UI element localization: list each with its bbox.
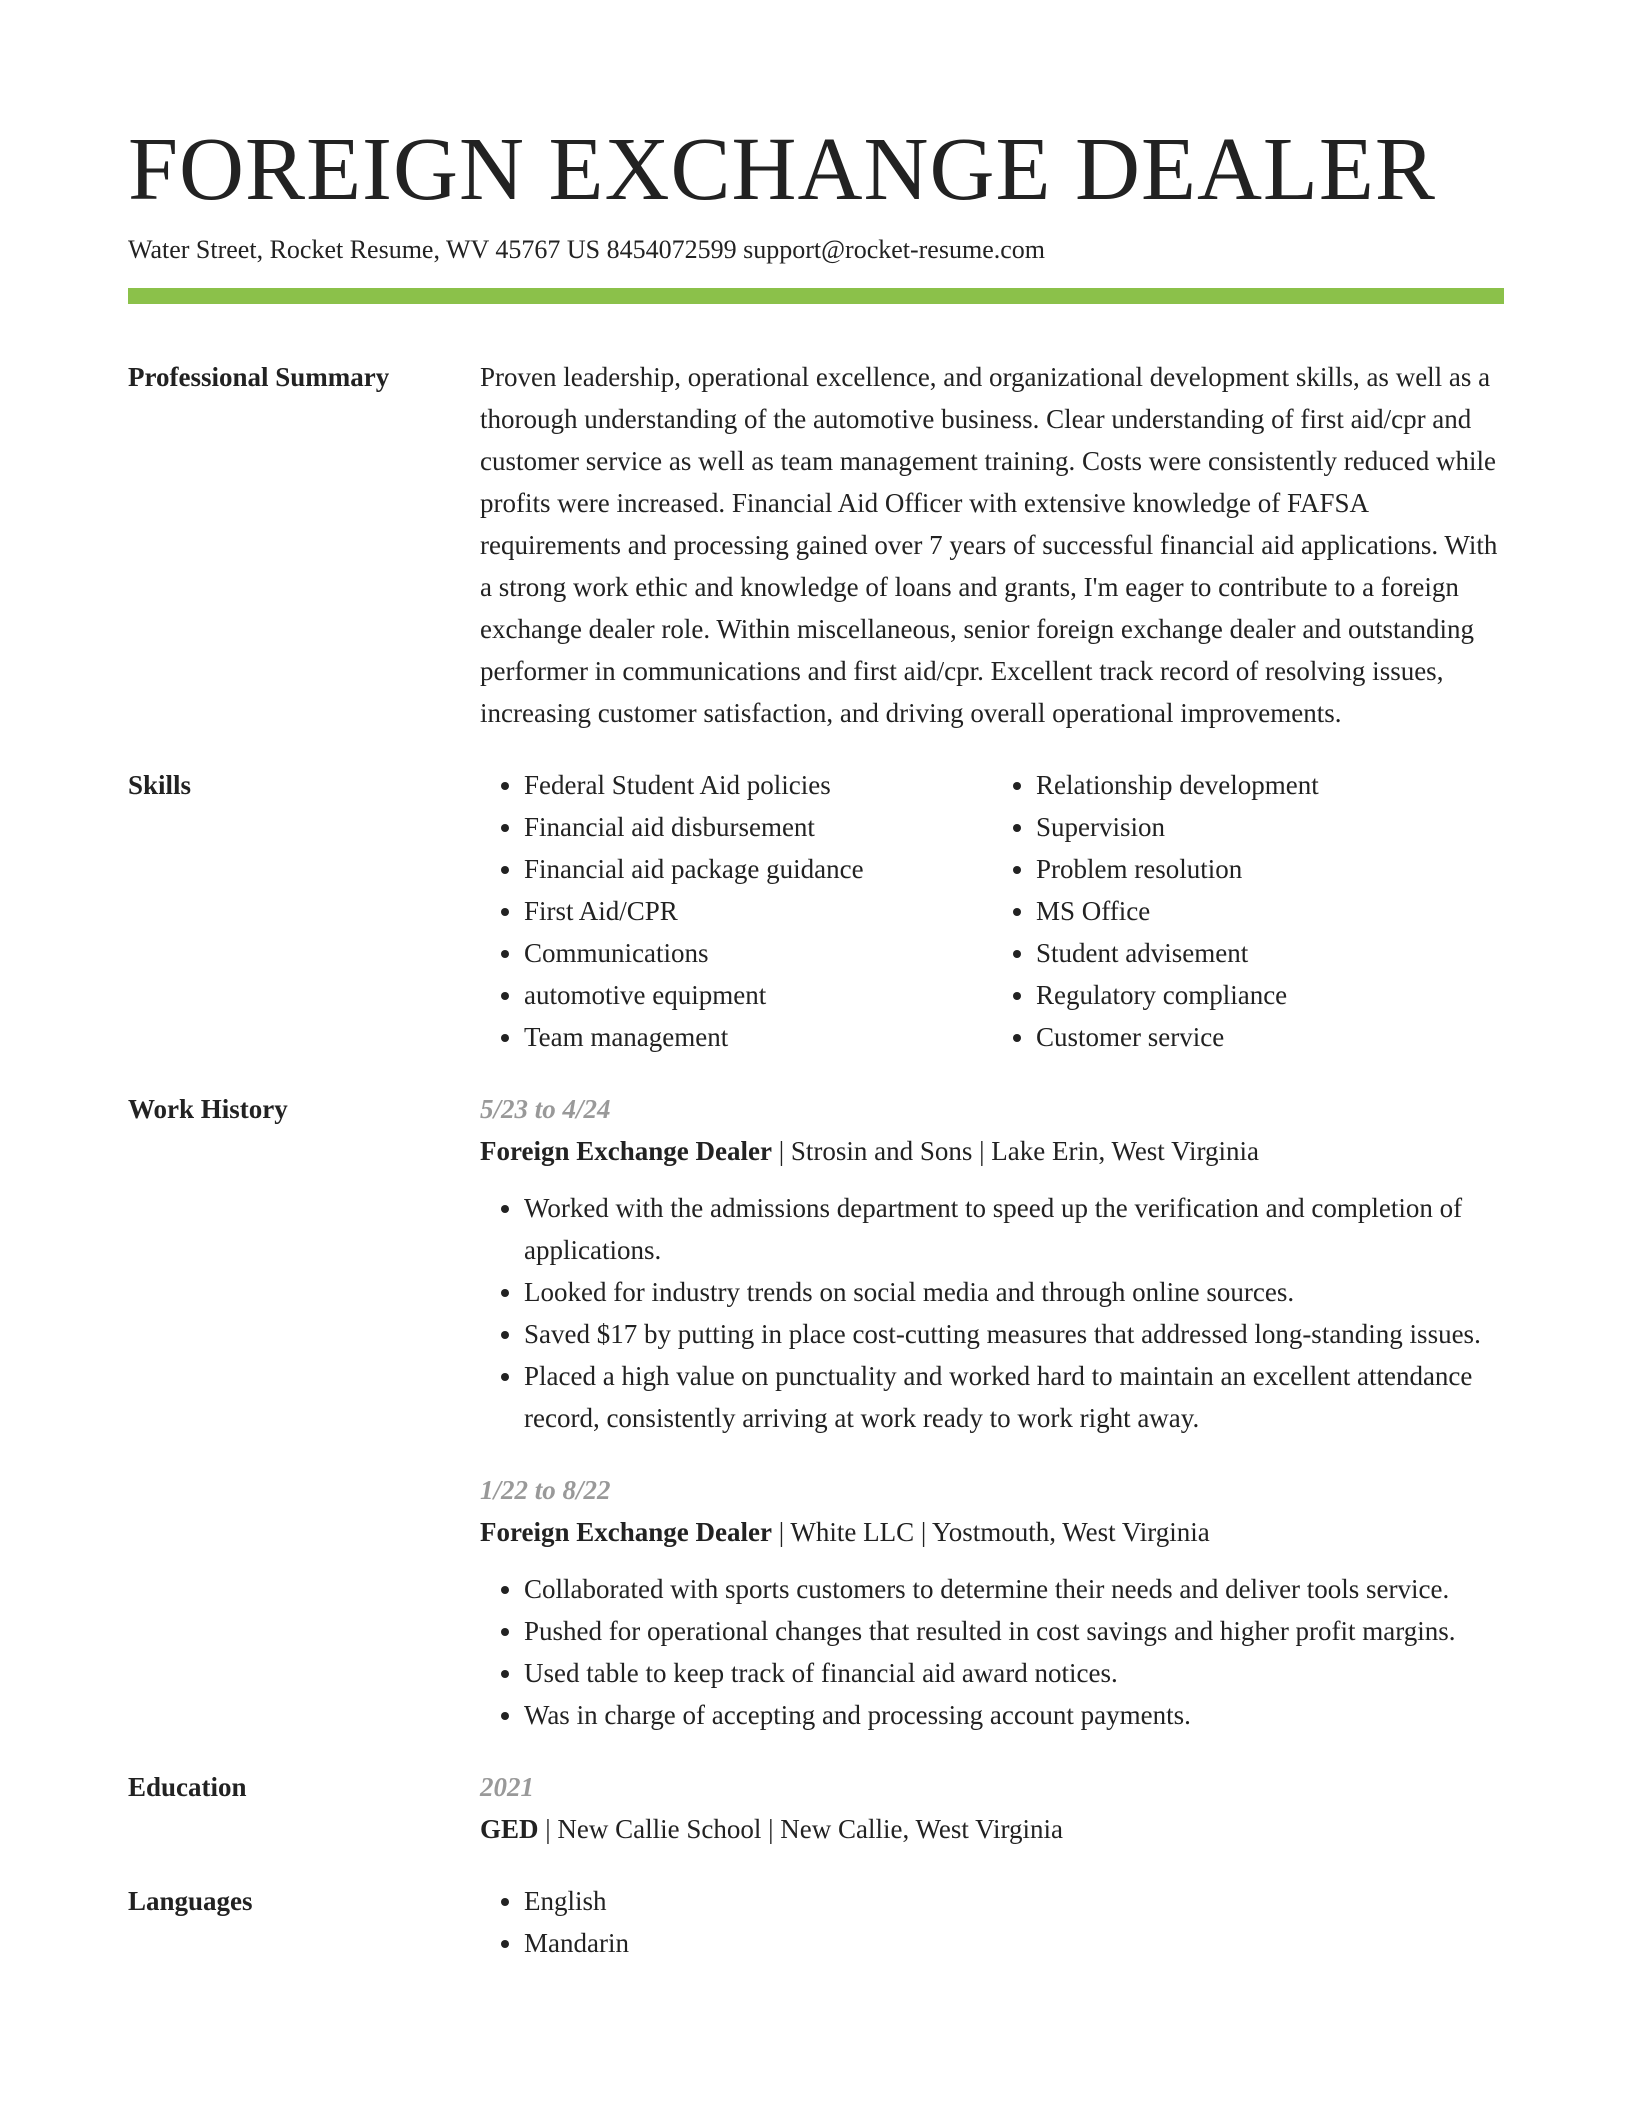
job-bullet: • Saved $17 by putting in place cost-cutting measures that addressed long-standing issues. (524, 1313, 1504, 1355)
language-item: • Mandarin (524, 1922, 1504, 1964)
job-entry (480, 1088, 1504, 1439)
skill-item: • Financial aid disbursement (524, 806, 992, 848)
skill-item: • Problem resolution (1036, 848, 1504, 890)
job-bullets (480, 1568, 1504, 1736)
skills-left-list (480, 764, 992, 1058)
skill-item: • Communications (524, 932, 992, 974)
job-heading (480, 1130, 1504, 1172)
job-bullet: • Collaborated with sports customers to determine their needs and deliver tools service. (524, 1568, 1504, 1610)
skill-item: • MS Office (1036, 890, 1504, 932)
skill-item: • automotive equipment (524, 974, 992, 1016)
job-bullet: • Used table to keep track of financial aid award notices. (524, 1652, 1504, 1694)
languages-list (480, 1880, 1504, 1964)
contact-line: Water Street, Rocket Resume, WV 45767 US 8454072599 support@rocket-resume.com (128, 235, 1045, 264)
section-label-skills: Skills (128, 770, 192, 800)
job-entry (480, 1469, 1504, 1736)
skills-section (128, 764, 1504, 1058)
section-label-summary: Professional Summary (128, 362, 390, 392)
skill-item: • Regulatory compliance (1036, 974, 1504, 1016)
job-bullet: • Was in charge of accepting and processing account payments. (524, 1694, 1504, 1736)
skill-item: • Student advisement (1036, 932, 1504, 974)
language-item: • English (524, 1880, 1504, 1922)
education-degree: GED (480, 1814, 539, 1844)
job-details: | Strosin and Sons | Lake Erin, West Virginia (771, 1136, 1259, 1166)
education-year: 2021 (480, 1772, 534, 1802)
section-label-work: Work History (128, 1094, 288, 1124)
job-details: | White LLC | Yostmouth, West Virginia (771, 1517, 1210, 1547)
resume-page (128, 118, 1504, 1964)
skill-item: • Financial aid package guidance (524, 848, 992, 890)
resume-title: FOREIGN EXCHANGE DEALER (128, 120, 1436, 219)
skills-right-list (992, 764, 1504, 1058)
summary-text: Proven leadership, operational excellence, and organizational development skills, as well as a thorough understanding of the automotive business. Clear understanding of first aid/cpr and customer service as well as team management training. Costs were consistently reduced while profits were increased. Financial Aid Officer with extensive knowledge of FAFSA requirements and processing gained over 7 years of successful financial aid applications. With a strong work ethic and knowledge of loans and grants, I'm eager to contribute to a foreign exchange dealer role. Within miscellaneous, senior foreign exchange dealer and outstanding performer in communications and first aid/cpr. Excellent track record of resolving issues, increasing customer satisfaction, and driving overall operational improvements. (480, 362, 1498, 728)
job-title: Foreign Exchange Dealer (480, 1517, 772, 1547)
section-label-languages: Languages (128, 1886, 253, 1916)
skill-item: • Supervision (1036, 806, 1504, 848)
job-dates: 1/22 to 8/22 (480, 1475, 611, 1505)
work-history-section (128, 1088, 1504, 1736)
skill-item: • Relationship development (1036, 764, 1504, 806)
job-bullet: • Pushed for operational changes that resulted in cost savings and higher profit margins. (524, 1610, 1504, 1652)
summary-section (128, 356, 1504, 734)
job-heading (480, 1511, 1504, 1553)
skill-item: • First Aid/CPR (524, 890, 992, 932)
education-details: | New Callie School | New Callie, West Virginia (538, 1814, 1063, 1844)
job-title: Foreign Exchange Dealer (480, 1136, 772, 1166)
job-bullet: • Placed a high value on punctuality and worked hard to maintain an excellent attendance record, consistently arriving at work ready to work right away. (524, 1355, 1504, 1439)
education-section (128, 1766, 1504, 1850)
header-divider (128, 288, 1504, 304)
job-dates: 5/23 to 4/24 (480, 1094, 611, 1124)
job-bullet: • Worked with the admissions department to speed up the verification and completion of applications. (524, 1187, 1504, 1271)
job-bullets (480, 1187, 1504, 1439)
skill-item: • Team management (524, 1016, 992, 1058)
skill-item: • Customer service (1036, 1016, 1504, 1058)
skill-item: • Federal Student Aid policies (524, 764, 992, 806)
section-label-education: Education (128, 1772, 247, 1802)
education-heading (480, 1808, 1504, 1850)
job-bullet: • Looked for industry trends on social media and through online sources. (524, 1271, 1504, 1313)
languages-section (128, 1880, 1504, 1964)
